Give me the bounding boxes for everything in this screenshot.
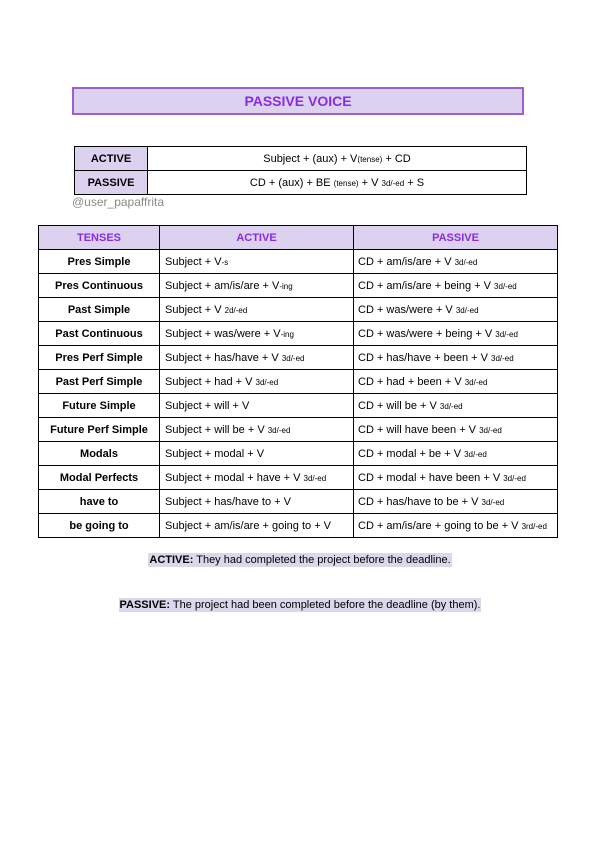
table-row <box>39 442 558 466</box>
active-formula <box>160 298 354 322</box>
active-formula-sub: 3d/-ed <box>267 425 291 435</box>
active-formula <box>160 490 354 514</box>
example-passive-label: PASSIVE: <box>119 599 171 611</box>
passive-formula <box>354 298 558 322</box>
passive-formula-text: CD + will be + V <box>358 399 440 412</box>
tense-name: Future Perf Simple <box>39 418 160 442</box>
active-formula <box>160 274 354 298</box>
formula-part: Subject + (aux) + V <box>263 152 358 165</box>
header-tenses: TENSES <box>39 226 160 250</box>
example-passive-highlight <box>119 598 482 612</box>
active-formula-text: Subject + had + V <box>165 375 256 388</box>
table-row <box>39 274 558 298</box>
example-active-label: ACTIVE: <box>149 554 194 566</box>
tense-name: Future Simple <box>39 394 160 418</box>
active-formula <box>160 394 354 418</box>
tense-name: Modals <box>39 442 160 466</box>
active-formula-text: Subject + has/have to + V <box>165 495 291 508</box>
passive-formula-sub: 3d/-ed <box>503 473 526 483</box>
active-formula <box>160 442 354 466</box>
table-row <box>39 346 558 370</box>
example-active <box>0 554 600 566</box>
passive-formula-sub: 3d/-ed <box>479 425 502 435</box>
active-formula-sub: 3d/-ed <box>255 377 279 387</box>
active-formula <box>160 418 354 442</box>
formula-part: CD + (aux) + BE <box>249 176 334 189</box>
summary-formula <box>148 147 527 171</box>
passive-formula <box>354 274 558 298</box>
example-active-highlight <box>148 553 451 567</box>
passive-formula-sub: 3d/-ed <box>464 377 488 387</box>
summary-table <box>74 146 527 195</box>
summary-label: ACTIVE <box>75 147 148 171</box>
summary-label: PASSIVE <box>75 171 148 195</box>
active-formula-text: Subject + am/is/are + V <box>165 279 280 292</box>
active-formula-sub: -ing <box>280 329 294 339</box>
active-formula <box>160 466 354 490</box>
active-formula-sub: 3d/-ed <box>303 473 327 483</box>
passive-formula <box>354 418 558 442</box>
summary-formula <box>148 171 527 195</box>
passive-formula <box>354 514 558 538</box>
passive-formula-text: CD + was/were + being + V <box>358 327 496 340</box>
formula-sub: 3d/-ed <box>381 178 405 188</box>
passive-formula-text: CD + am/is/are + being + V <box>358 279 495 292</box>
active-formula-text: Subject + am/is/are + going to + V <box>165 519 332 532</box>
active-formula-sub: 2d/-ed <box>224 305 248 315</box>
table-header-row <box>39 226 558 250</box>
header-passive: PASSIVE <box>354 226 558 250</box>
tense-name: Pres Perf Simple <box>39 346 160 370</box>
watermark: @user_papaffrita <box>72 195 165 209</box>
passive-formula-text: CD + modal + be + V <box>358 447 465 460</box>
passive-formula-sub: 3d/-ed <box>439 401 463 411</box>
passive-formula <box>354 250 558 274</box>
tense-name: Past Continuous <box>39 322 160 346</box>
tenses-table <box>38 225 558 538</box>
table-row <box>39 394 558 418</box>
passive-formula <box>354 346 558 370</box>
passive-formula-text: CD + had + been + V <box>358 375 465 388</box>
active-formula-text: Subject + V <box>165 303 225 316</box>
table-row <box>39 466 558 490</box>
table-row <box>39 418 558 442</box>
active-formula-sub: -s <box>221 257 229 267</box>
table-row <box>39 250 558 274</box>
active-formula-text: Subject + modal + have + V <box>165 471 304 484</box>
passive-formula <box>354 442 558 466</box>
passive-formula-sub: 3d/-ed <box>464 449 487 459</box>
active-formula-text: Subject + was/were + V <box>165 327 281 340</box>
passive-formula-text: CD + will have been + V <box>358 423 480 436</box>
passive-formula-text: CD + has/have + been + V <box>358 351 492 364</box>
passive-formula-text: CD + am/is/are + V <box>358 255 455 268</box>
passive-formula-sub: 3d/-ed <box>454 257 478 267</box>
passive-formula-text: CD + am/is/are + going to be + V <box>358 519 522 532</box>
active-formula-sub: -ing <box>279 281 293 291</box>
active-formula-text: Subject + modal + V <box>165 447 265 460</box>
passive-formula <box>354 370 558 394</box>
summary-row-active <box>75 147 527 171</box>
formula-sub: (tense) <box>357 154 383 164</box>
table-row <box>39 322 558 346</box>
formula-part: + CD <box>382 152 411 165</box>
tense-name: have to <box>39 490 160 514</box>
tense-name: Pres Continuous <box>39 274 160 298</box>
active-formula <box>160 370 354 394</box>
table-row <box>39 370 558 394</box>
active-formula-text: Subject + has/have + V <box>165 351 282 364</box>
passive-formula-sub: 3d/-ed <box>481 497 505 507</box>
page-title: PASSIVE VOICE <box>72 87 524 115</box>
table-row <box>39 514 558 538</box>
passive-formula-sub: 3d/-ed <box>491 353 514 363</box>
formula-sub: (tense) <box>333 178 359 188</box>
passive-formula-text: CD + was/were + V <box>358 303 456 316</box>
active-formula <box>160 346 354 370</box>
example-active-text: They had completed the project before the deadline. <box>193 554 451 566</box>
table-row <box>39 298 558 322</box>
passive-formula <box>354 490 558 514</box>
active-formula <box>160 322 354 346</box>
header-active: ACTIVE <box>160 226 354 250</box>
passive-formula-sub: 3d/-ed <box>455 305 479 315</box>
active-formula <box>160 250 354 274</box>
tense-name: Past Simple <box>39 298 160 322</box>
example-passive <box>0 599 600 611</box>
passive-formula-text: CD + has/have to be + V <box>358 495 482 508</box>
tense-name: Past Perf Simple <box>39 370 160 394</box>
passive-formula <box>354 466 558 490</box>
active-formula-sub: 3d/-ed <box>281 353 305 363</box>
passive-formula-text: CD + modal + have been + V <box>358 471 504 484</box>
passive-formula <box>354 394 558 418</box>
tense-name: Pres Simple <box>39 250 160 274</box>
tense-name: be going to <box>39 514 160 538</box>
active-formula <box>160 514 354 538</box>
active-formula-text: Subject + V <box>165 255 222 268</box>
active-formula-text: Subject + will + V <box>165 399 250 412</box>
active-formula-text: Subject + will be + V <box>165 423 268 436</box>
passive-formula-sub: 3d/-ed <box>495 329 518 339</box>
formula-part: + S <box>404 176 425 189</box>
formula-part: + V <box>358 176 382 189</box>
table-row <box>39 490 558 514</box>
passive-formula-sub: 3rd/-ed <box>521 521 547 531</box>
passive-formula-sub: 3d/-ed <box>494 281 517 291</box>
tense-name: Modal Perfects <box>39 466 160 490</box>
example-passive-text: The project had been completed before the deadline (by them). <box>170 599 481 611</box>
passive-formula <box>354 322 558 346</box>
summary-row-passive <box>75 171 527 195</box>
